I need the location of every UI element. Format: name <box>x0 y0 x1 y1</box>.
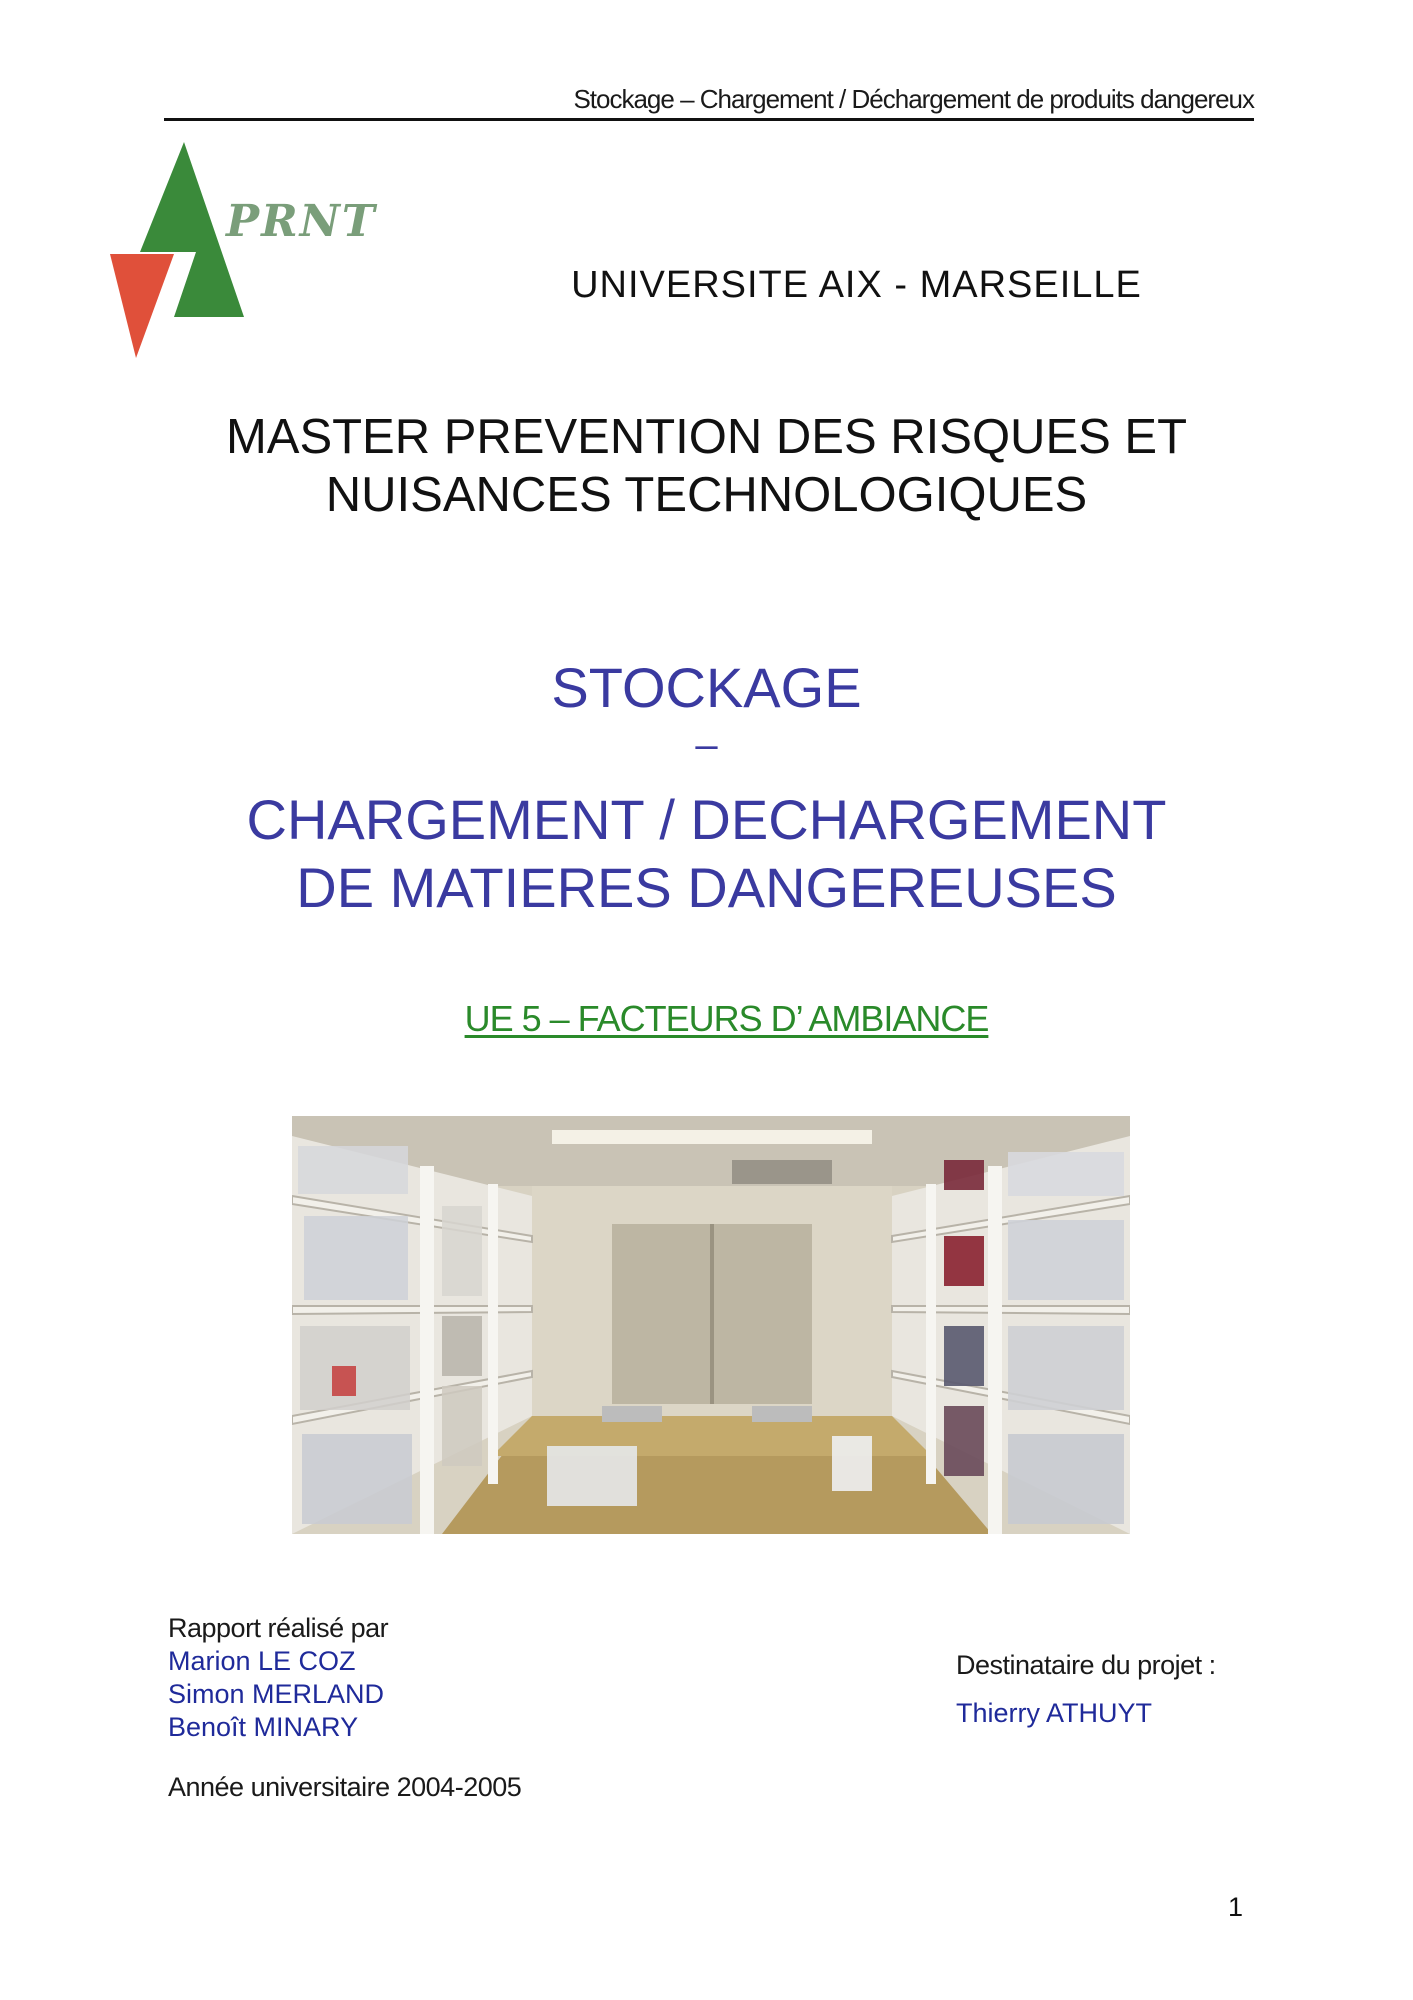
university-name: UNIVERSITE AIX - MARSEILLE <box>571 264 1142 306</box>
page-number: 1 <box>1228 1892 1244 1922</box>
recipient-name: Thierry ATHUYT <box>956 1698 1153 1728</box>
author-1: Marion LE COZ <box>168 1646 356 1676</box>
master-title-line-1: MASTER PREVENTION DES RISQUES ET <box>225 410 1188 464</box>
storage-room-photo <box>292 1116 1130 1534</box>
authors-block <box>168 1612 388 1744</box>
authors-intro: Rapport réalisé par <box>168 1613 389 1643</box>
author-2: Simon MERLAND <box>168 1679 385 1709</box>
course-unit: UE 5 – FACTEURS D’ AMBIANCE <box>464 998 989 1039</box>
doc-title-dash: – <box>695 723 718 767</box>
recipient-label: Destinataire du projet : <box>956 1650 1216 1680</box>
academic-year: Année universitaire 2004-2005 <box>168 1772 522 1802</box>
header-rule <box>164 118 1254 121</box>
prnt-logo <box>108 142 388 364</box>
running-header: Stockage – Chargement / Déchargement de produits dangereux <box>573 84 1254 114</box>
doc-title-line-1: STOCKAGE <box>551 656 862 719</box>
doc-title-line-2: CHARGEMENT / DECHARGEMENT <box>246 788 1167 851</box>
recipient-block <box>956 1641 1216 1737</box>
logo-triangles-icon <box>108 142 388 364</box>
doc-title-line-3: DE MATIERES DANGEREUSES <box>296 856 1117 919</box>
doc-title-lines <box>150 786 1263 922</box>
master-title <box>150 408 1263 524</box>
logo-text: PRNT <box>226 196 377 247</box>
author-3: Benoît MINARY <box>168 1712 359 1742</box>
master-title-line-2: NUISANCES TECHNOLOGIQUES <box>325 468 1088 522</box>
